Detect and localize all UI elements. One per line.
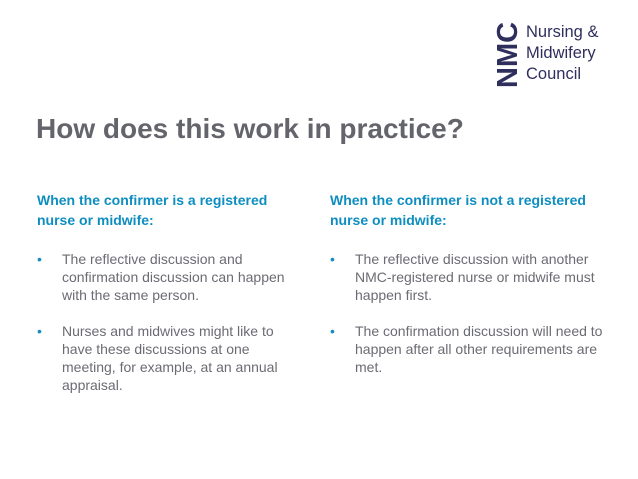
right-bullet-list bbox=[330, 250, 605, 376]
left-bullet-list bbox=[37, 250, 292, 394]
right-column-heading: When the confirmer is not a registered nurse or midwife: bbox=[330, 192, 586, 228]
left-column bbox=[37, 190, 292, 412]
logo-line-2: Midwifery bbox=[526, 44, 596, 62]
slide-title: How does this work in practice? bbox=[36, 113, 464, 144]
bullet-icon: • bbox=[37, 323, 42, 339]
bullet-text: The reflective discussion with another NMC-registered nurse or midwife must happen first. bbox=[355, 251, 595, 303]
list-item bbox=[330, 322, 605, 376]
bullet-text: Nurses and midwives might like to have these discussions at one meeting, for example, at an annual appraisal. bbox=[62, 323, 278, 393]
bullet-text: The confirmation discussion will need to happen after all other requirements are met. bbox=[355, 323, 603, 375]
nmc-logo-mark-icon bbox=[492, 21, 524, 88]
list-item bbox=[330, 250, 605, 304]
logo-wordmark bbox=[526, 22, 598, 85]
bullet-icon: • bbox=[37, 251, 42, 267]
bullet-text: The reflective discussion and confirmation discussion can happen with the same person. bbox=[62, 251, 285, 303]
bullet-icon: • bbox=[330, 251, 335, 267]
logo-line-3: Council bbox=[526, 65, 582, 83]
nmc-logo bbox=[492, 21, 620, 94]
svg-text:NMC: NMC bbox=[492, 21, 524, 88]
bullet-icon: • bbox=[330, 323, 335, 339]
left-column-heading: When the confirmer is a registered nurse or midwife: bbox=[37, 192, 268, 228]
logo-line-1: Nursing & bbox=[526, 23, 599, 41]
list-item bbox=[37, 250, 292, 304]
list-item bbox=[37, 322, 292, 394]
right-column bbox=[330, 190, 605, 394]
